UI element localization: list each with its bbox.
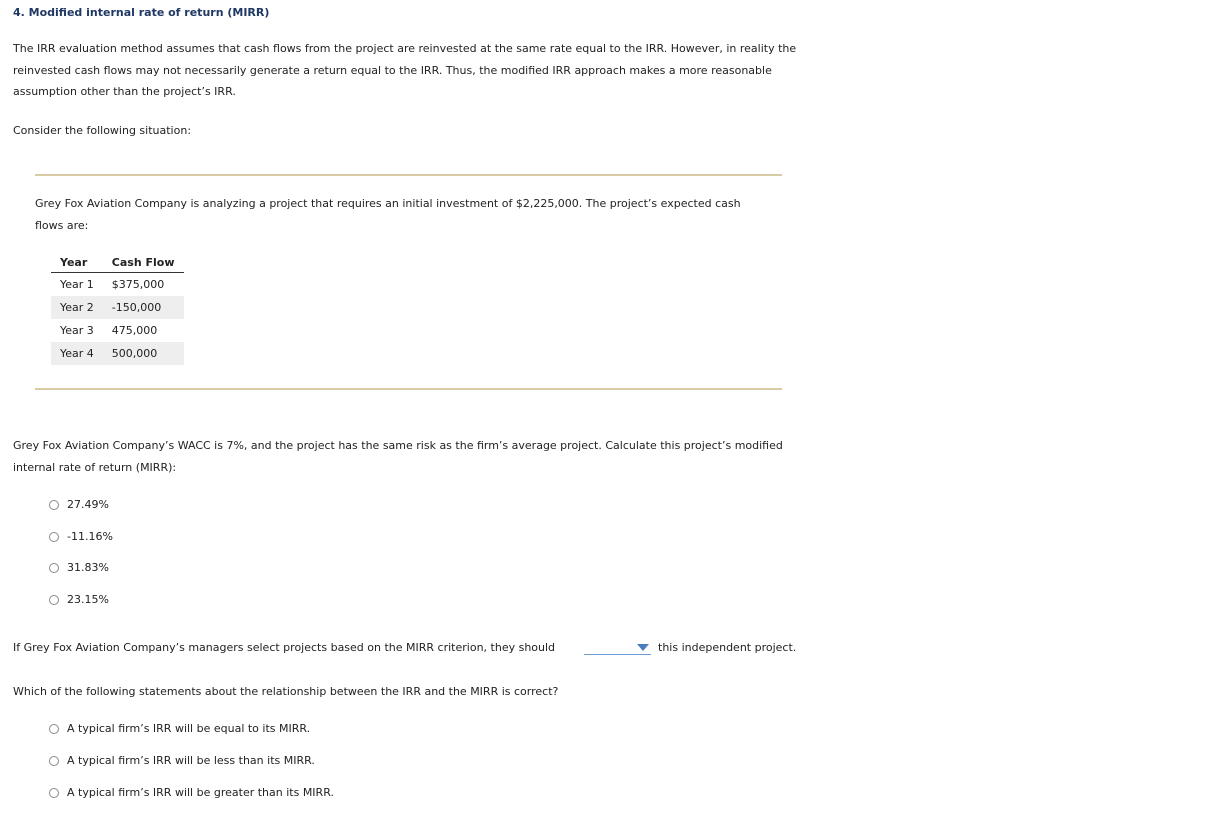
wacc-line: internal rate of return (MIRR):	[13, 460, 177, 474]
scenario-line: Grey Fox Aviation Company is analyzing a project that requires an initial investment of $2,225,000. The project’s expected cash	[35, 197, 741, 210]
year-cell: Year 1	[60, 278, 94, 291]
option-label: A typical firm’s IRR will be greater than its MIRR.	[67, 786, 334, 799]
scenario-bottom-rule	[35, 388, 782, 390]
radio-button[interactable]	[49, 500, 59, 510]
relationship-option[interactable]	[49, 786, 334, 799]
scenario-line: flows are:	[35, 219, 89, 232]
scenario-top-rule	[35, 174, 782, 176]
option-label: -11.16%	[67, 530, 113, 543]
option-label: A typical firm’s IRR will be equal to its MIRR.	[67, 722, 311, 735]
radio-button[interactable]	[49, 756, 59, 766]
radio-button[interactable]	[49, 532, 59, 542]
year-cell: Year 3	[60, 324, 94, 337]
table-header-row	[51, 253, 184, 273]
decision-text-after: this independent project.	[658, 641, 797, 654]
option-label: A typical firm’s IRR will be less than its MIRR.	[67, 754, 315, 767]
mirr-option[interactable]	[49, 530, 113, 543]
chevron-down-icon[interactable]	[637, 644, 649, 651]
radio-button[interactable]	[49, 788, 59, 798]
table-row	[51, 296, 184, 319]
intro-line: The IRR evaluation method assumes that cash flows from the project are reinvested at the same rate equal to the IRR. However, in reality the	[13, 42, 797, 55]
cash-flow-table	[51, 253, 184, 365]
option-label: 31.83%	[67, 561, 109, 574]
cash-flow-header: Cash Flow	[103, 253, 184, 273]
radio-button[interactable]	[49, 724, 59, 734]
mirr-option[interactable]	[49, 498, 109, 511]
decision-text-before: If Grey Fox Aviation Company’s managers select projects based on the MIRR criterion, they should	[13, 641, 556, 654]
cash-flow-cell: 500,000	[103, 342, 184, 365]
scenario-text	[35, 193, 785, 237]
relationship-option[interactable]	[49, 754, 315, 767]
cash-flow-cell: $375,000	[111, 278, 165, 291]
option-label: 23.15%	[67, 593, 109, 606]
cash-flow-cell: -150,000	[103, 296, 184, 319]
intro-line: assumption other than the project’s IRR.	[13, 85, 236, 98]
question-title: 4. Modified internal rate of return (MIRR)	[13, 6, 270, 19]
year-cell: Year 4	[51, 342, 103, 365]
radio-button[interactable]	[49, 595, 59, 605]
mirr-option[interactable]	[49, 593, 109, 606]
relationship-question: Which of the following statements about the relationship between the IRR and the MIRR is correct?	[13, 685, 559, 698]
consider-text: Consider the following situation:	[13, 124, 192, 137]
intro-line: reinvested cash flows may not necessarily generate a return equal to the IRR. Thus, the modified IRR approach makes a more reasonable	[13, 63, 772, 77]
relationship-option[interactable]	[49, 722, 310, 735]
mirr-option[interactable]	[49, 561, 109, 574]
wacc-question-text	[13, 435, 843, 478]
intro-paragraph	[13, 38, 843, 103]
table-row	[51, 319, 184, 342]
table-row	[51, 273, 184, 297]
cash-flow-cell: 475,000	[111, 324, 158, 337]
option-label: 27.49%	[67, 498, 109, 511]
decision-dropdown[interactable]	[584, 642, 651, 655]
year-header: Year	[51, 253, 103, 273]
radio-button[interactable]	[49, 563, 59, 573]
year-cell: Year 2	[51, 296, 103, 319]
table-row	[51, 342, 184, 365]
wacc-line: Grey Fox Aviation Company’s WACC is 7%, and the project has the same risk as the firm’s average project. Calculate this project’s modified	[13, 439, 783, 452]
